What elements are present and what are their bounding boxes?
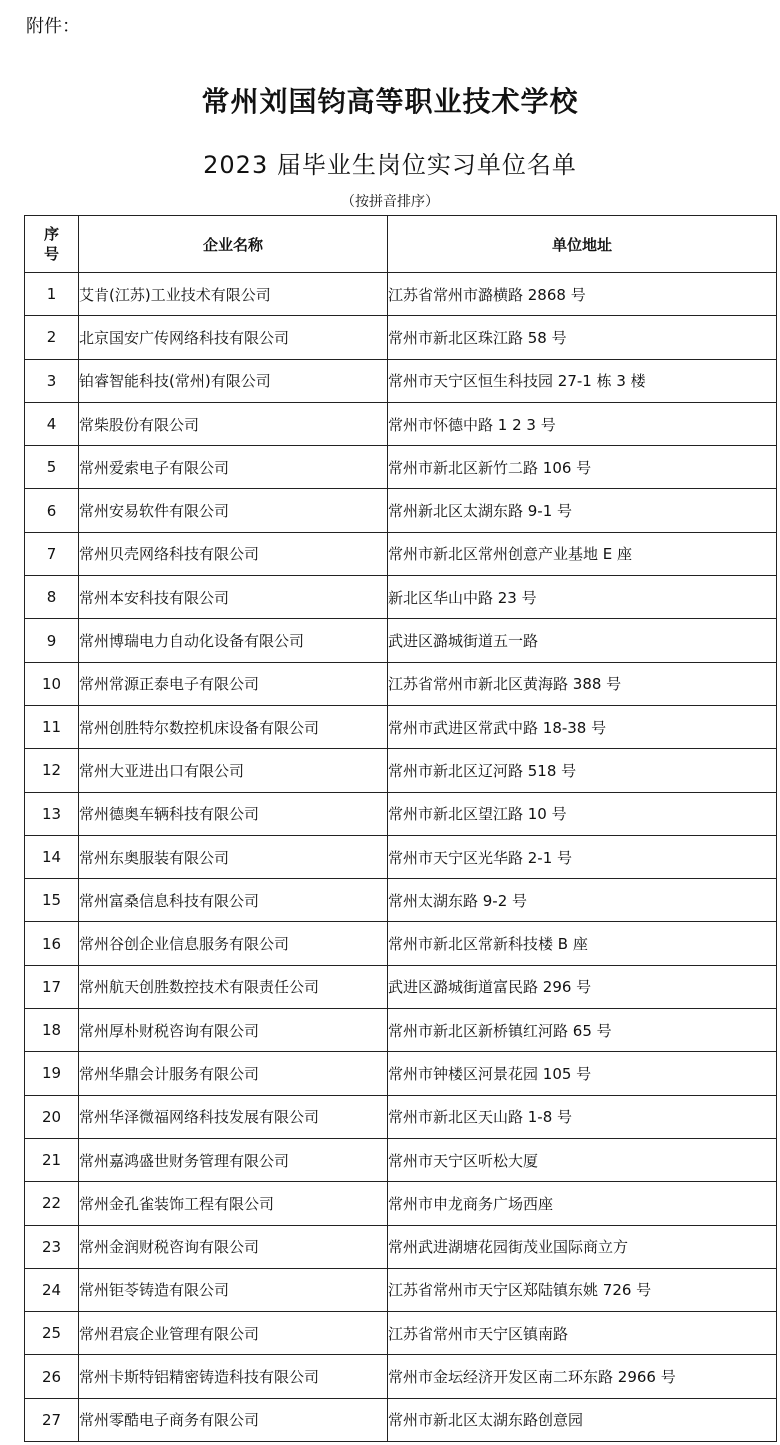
company-name: 常州华鼎会计服务有限公司 [79,1052,388,1095]
table-body [25,273,777,1442]
table-row [25,1225,777,1268]
company-name: 常州安易软件有限公司 [79,489,388,532]
row-number: 12 [25,749,79,792]
company-name: 常州博瑞电力自动化设备有限公司 [79,619,388,662]
row-number: 19 [25,1052,79,1095]
company-name: 常州金孔雀装饰工程有限公司 [79,1182,388,1225]
company-address: 常州市新北区望江路 10 号 [388,792,777,835]
row-number: 11 [25,705,79,748]
company-address: 常州市新北区辽河路 518 号 [388,749,777,792]
table-row [25,489,777,532]
table-row [25,1095,777,1138]
internship-company-table [24,215,777,1442]
row-number: 3 [25,359,79,402]
company-name: 艾肯(江苏)工业技术有限公司 [79,273,388,316]
company-address: 常州市新北区新竹二路 106 号 [388,446,777,489]
row-number: 1 [25,273,79,316]
table-row [25,359,777,402]
row-number: 25 [25,1312,79,1355]
company-name: 常州君宸企业管理有限公司 [79,1312,388,1355]
company-name: 北京国安广传网络科技有限公司 [79,316,388,359]
company-name: 常州航天创胜数控技术有限责任公司 [79,965,388,1008]
company-address: 常州市武进区常武中路 18-38 号 [388,705,777,748]
row-number: 26 [25,1355,79,1398]
row-number: 2 [25,316,79,359]
row-number: 13 [25,792,79,835]
table-row [25,532,777,575]
row-number: 23 [25,1225,79,1268]
row-number: 14 [25,835,79,878]
table-row [25,576,777,619]
document-title: 2023 届毕业生岗位实习单位名单 [203,151,577,179]
company-address: 常州市新北区天山路 1-8 号 [388,1095,777,1138]
company-name: 常州富桑信息科技有限公司 [79,879,388,922]
company-address: 常州武进湖塘花园街茂业国际商立方 [388,1225,777,1268]
company-address: 常州市新北区太湖东路创意园 [388,1398,777,1441]
table-row [25,619,777,662]
table-row [25,965,777,1008]
table-row [25,316,777,359]
row-number: 9 [25,619,79,662]
company-name: 常州本安科技有限公司 [79,576,388,619]
column-header-number [25,216,79,273]
table-row [25,273,777,316]
row-number: 20 [25,1095,79,1138]
company-address: 江苏省常州市潞横路 2868 号 [388,273,777,316]
row-number: 24 [25,1268,79,1311]
sort-note: （按拼音排序） [341,194,439,210]
table-row [25,1182,777,1225]
row-number: 8 [25,576,79,619]
company-name: 常州华泽微福网络科技发展有限公司 [79,1095,388,1138]
company-address: 常州市新北区常州创意产业基地 E 座 [388,532,777,575]
company-name: 铂睿智能科技(常州)有限公司 [79,359,388,402]
company-address: 武进区潞城街道富民路 296 号 [388,965,777,1008]
school-title: 常州刘国钧高等职业技术学校 [201,85,579,118]
company-address: 常州市新北区珠江路 58 号 [388,316,777,359]
table-row [25,705,777,748]
company-address: 常州市天宁区恒生科技园 27-1 栋 3 楼 [388,359,777,402]
row-number: 5 [25,446,79,489]
company-name: 常州爱索电子有限公司 [79,446,388,489]
company-name: 常州贝壳网络科技有限公司 [79,532,388,575]
row-number: 10 [25,662,79,705]
row-number: 6 [25,489,79,532]
company-address: 江苏省常州市新北区黄海路 388 号 [388,662,777,705]
row-number: 16 [25,922,79,965]
company-address: 武进区潞城街道五一路 [388,619,777,662]
company-address: 江苏省常州市天宁区镇南路 [388,1312,777,1355]
company-address: 常州市申龙商务广场西座 [388,1182,777,1225]
column-header-number-line1: 序 [43,225,59,243]
row-number: 4 [25,402,79,445]
company-address: 常州市天宁区光华路 2-1 号 [388,835,777,878]
company-address: 常州市钟楼区河景花园 105 号 [388,1052,777,1095]
company-name: 常州钜苓铸造有限公司 [79,1268,388,1311]
company-name: 常州大亚进出口有限公司 [79,749,388,792]
company-name: 常州德奥车辆科技有限公司 [79,792,388,835]
table-header-row [25,216,777,273]
table-row [25,402,777,445]
company-name: 常州创胜特尔数控机床设备有限公司 [79,705,388,748]
attachment-label: 附件： [26,16,80,37]
company-name: 常州金润财税咨询有限公司 [79,1225,388,1268]
table-row [25,922,777,965]
row-number: 21 [25,1138,79,1181]
company-name: 常州厚朴财税咨询有限公司 [79,1009,388,1052]
table-row [25,835,777,878]
company-address: 江苏省常州市天宁区郑陆镇东姚 726 号 [388,1268,777,1311]
company-name: 常州嘉鸿盛世财务管理有限公司 [79,1138,388,1181]
company-name: 常柴股份有限公司 [79,402,388,445]
table-row [25,1268,777,1311]
row-number: 18 [25,1009,79,1052]
company-name: 常州东奥服装有限公司 [79,835,388,878]
table-row [25,1138,777,1181]
row-number: 17 [25,965,79,1008]
table-row [25,1009,777,1052]
company-address: 常州市新北区常新科技楼 B 座 [388,922,777,965]
column-header-address: 单位地址 [388,216,777,273]
company-name: 常州卡斯特铝精密铸造科技有限公司 [79,1355,388,1398]
table-row [25,1355,777,1398]
company-address: 常州市怀德中路 1 2 3 号 [388,402,777,445]
company-name: 常州零酷电子商务有限公司 [79,1398,388,1441]
row-number: 7 [25,532,79,575]
company-address: 常州太湖东路 9-2 号 [388,879,777,922]
column-header-number-line2: 号 [43,245,59,263]
company-address: 常州市金坛经济开发区南二环东路 2966 号 [388,1355,777,1398]
row-number: 15 [25,879,79,922]
company-name: 常州谷创企业信息服务有限公司 [79,922,388,965]
company-address: 常州新北区太湖东路 9-1 号 [388,489,777,532]
row-number: 27 [25,1398,79,1441]
table-row [25,446,777,489]
column-header-company-name: 企业名称 [79,216,388,273]
company-address: 常州市天宁区听松大厦 [388,1138,777,1181]
company-name: 常州常源正泰电子有限公司 [79,662,388,705]
company-address: 常州市新北区新桥镇红河路 65 号 [388,1009,777,1052]
table-row [25,1398,777,1441]
table-row [25,1052,777,1095]
row-number: 22 [25,1182,79,1225]
table-row [25,662,777,705]
company-address: 新北区华山中路 23 号 [388,576,777,619]
table-row [25,749,777,792]
table-row [25,879,777,922]
table-row [25,1312,777,1355]
table-row [25,792,777,835]
